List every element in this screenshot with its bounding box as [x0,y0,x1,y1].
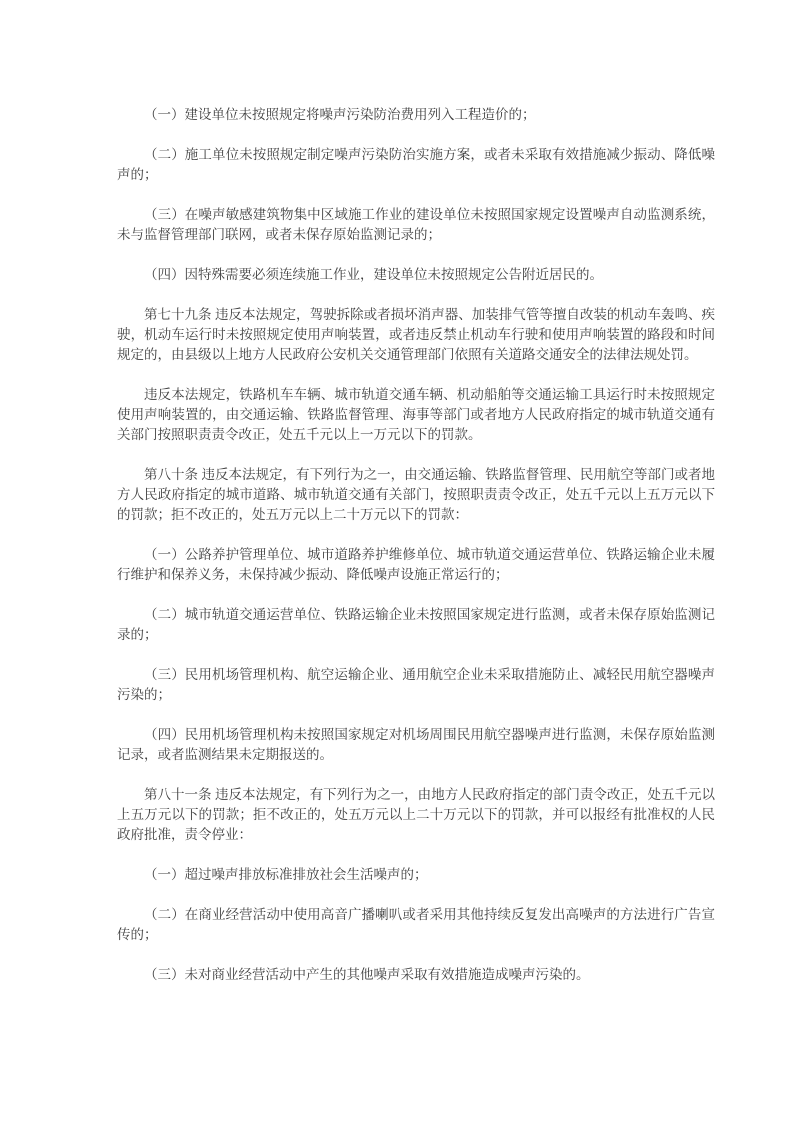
numbered-clause-item: （一）公路养护管理单位、城市道路养护维修单位、城市轨道交通运营单位、铁路运输企业未履行维护和保养义务，未保持减少振动、降低噪声设施正常运行的； [117,547,715,582]
article-81-paragraph: 第八十一条 违反本法规定，有下列行为之一，由地方人民政府指定的部门责令改正，处五千元以上五万元以下的罚款；拒不改正的，处五万元以上二十万元以下的罚款，并可以报经有批准权的人民政府批准，责令停业： [117,787,715,842]
article-80-paragraph: 第八十条 违反本法规定，有下列行为之一，由交通运输、铁路监督管理、民用航空等部门或者地方人民政府指定的城市道路、城市轨道交通有关部门，按照职责责令改正，处五千元以上五万元以下的罚款；拒不改正的，处五万元以上二十万元以下的罚款： [117,467,715,522]
numbered-clause-item: （一）建设单位未按照规定将噪声污染防治费用列入工程造价的； [144,107,536,122]
numbered-clause-item: （二）施工单位未按照规定制定噪声污染防治实施方案，或者未采取有效措施减少振动、降低噪声的； [117,147,715,182]
numbered-clause-item: （一）超过噪声排放标准排放社会生活噪声的； [144,867,428,882]
numbered-clause-item: （二）在商业经营活动中使用高音广播喇叭或者采用其他持续反复发出高噪声的方法进行广告宣传的； [117,907,715,942]
numbered-clause-item: （三）在噪声敏感建筑物集中区域施工作业的建设单位未按照国家规定设置噪声自动监测系统，未与监督管理部门联网，或者未保存原始监测记录的； [117,207,715,242]
article-79-paragraph-2: 违反本法规定，铁路机车车辆、城市轨道交通车辆、机动船舶等交通运输工具运行时未按照规定使用声响装置的，由交通运输、铁路监督管理、海事等部门或者地方人民政府指定的城市轨道交通有关部门按照职责责令改正，处五千元以上一万元以下的罚款。 [117,387,715,442]
numbered-clause-item: （三）民用机场管理机构、航空运输企业、通用航空企业未采取措施防止、减轻民用航空器噪声污染的； [117,667,715,702]
numbered-clause-item: （四）民用机场管理机构未按照国家规定对机场周围民用航空器噪声进行监测，未保存原始监测记录，或者监测结果未定期报送的。 [117,727,715,762]
numbered-clause-item: （二）城市轨道交通运营单位、铁路运输企业未按照国家规定进行监测，或者未保存原始监测记录的； [117,607,715,642]
article-79-paragraph: 第七十九条 违反本法规定，驾驶拆除或者损坏消声器、加装排气管等擅自改装的机动车轰鸣、疾驶，机动车运行时未按照规定使用声响装置，或者违反禁止机动车行驶和使用声响装置的路段和时间规定的，由县级以上地方人民政府公安机关交通管理部门依照有关道路交通安全的法律法规处罚。 [117,307,715,362]
numbered-clause-item: （三）未对商业经营活动中产生的其他噪声采取有效措施造成噪声污染的。 [144,967,590,982]
numbered-clause-item: （四）因特殊需要必须连续施工作业，建设单位未按照规定公告附近居民的。 [144,267,603,282]
